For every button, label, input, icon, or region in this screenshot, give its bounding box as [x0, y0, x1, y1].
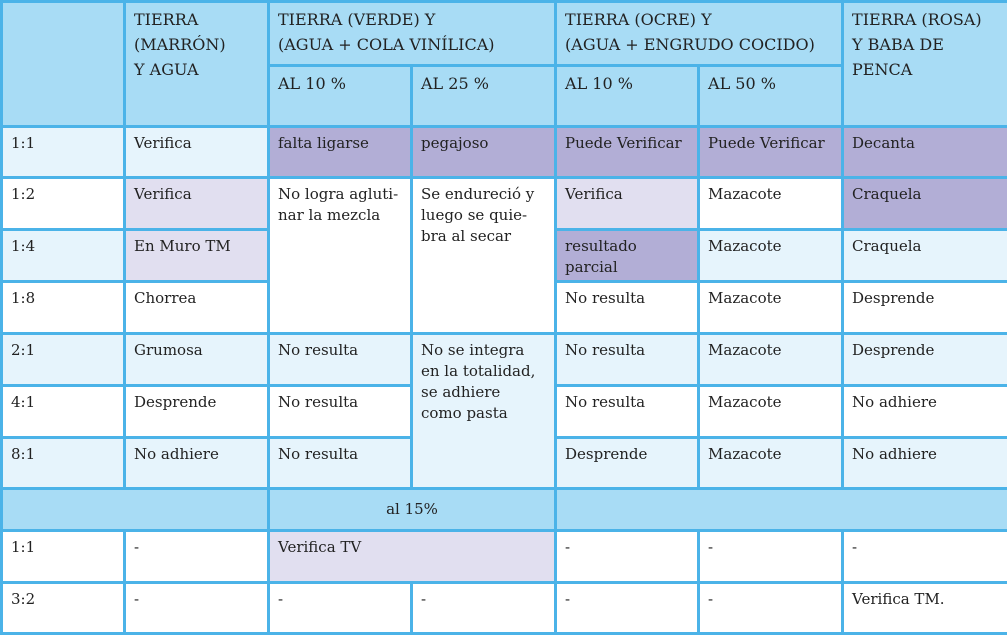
ocre50-cell: Mazacote: [699, 438, 843, 489]
ocre50-cell: Mazacote: [699, 230, 843, 282]
rosa-cell: -: [843, 531, 1007, 583]
table-row: [2, 178, 1007, 230]
ocre10-cell: No resulta: [556, 386, 699, 438]
header-marron: TIERRA (MARRÓN) Y AGUA: [125, 2, 269, 127]
ocre50-cell: -: [699, 583, 843, 634]
ocre10-cell: Verifica: [556, 178, 699, 230]
table-row: [2, 127, 1007, 178]
header-verde: TIERRA (VERDE) Y (AGUA + COLA VINÍLICA): [269, 2, 556, 66]
verde25-cell: -: [412, 583, 556, 634]
ocre50-cell: Puede Verificar: [699, 127, 843, 178]
rosa-cell: Desprende: [843, 334, 1007, 386]
section-label: al 15%: [269, 489, 556, 531]
verde25-cell: No se integra en la totalidad, se adhiere como pasta: [412, 334, 556, 489]
marron-cell: No adhiere: [125, 438, 269, 489]
ocre10-cell: No resulta: [556, 282, 699, 334]
ocre50-cell: Mazacote: [699, 282, 843, 334]
marron-cell: Chorrea: [125, 282, 269, 334]
rosa-cell: Desprende: [843, 282, 1007, 334]
verde10-cell: No resulta: [269, 386, 412, 438]
section-spacer-right: [556, 489, 1007, 531]
ocre10-cell: -: [556, 531, 699, 583]
marron-cell: En Muro TM: [125, 230, 269, 282]
rosa-cell: Craquela: [843, 178, 1007, 230]
ratio-cell: 2:1: [2, 334, 125, 386]
ratio-cell: 3:2: [2, 583, 125, 634]
marron-cell: -: [125, 583, 269, 634]
ocre50-cell: Mazacote: [699, 386, 843, 438]
ratio-cell: 1:8: [2, 282, 125, 334]
rosa-cell: Decanta: [843, 127, 1007, 178]
ratio-cell: 1:1: [2, 531, 125, 583]
marron-cell: Desprende: [125, 386, 269, 438]
section-spacer-left: [2, 489, 269, 531]
ocre10-cell: resultado parcial: [556, 230, 699, 282]
header-verde-10: AL 10 %: [269, 66, 412, 127]
ratio-cell: 1:4: [2, 230, 125, 282]
header-ocre: TIERRA (OCRE) Y (AGUA + ENGRUDO COCIDO): [556, 2, 843, 66]
marron-cell: Verifica: [125, 178, 269, 230]
rosa-cell: No adhiere: [843, 438, 1007, 489]
verde25-cell: pegajoso: [412, 127, 556, 178]
ocre50-cell: Mazacote: [699, 334, 843, 386]
verde-cell: Verifica TV: [269, 531, 556, 583]
header-rosa: TIERRA (ROSA) Y BABA DE PENCA: [843, 2, 1007, 127]
ocre50-cell: -: [699, 531, 843, 583]
verde10-cell: No logra agluti- nar la mezcla: [269, 178, 412, 334]
ocre10-cell: Puede Verificar: [556, 127, 699, 178]
table-row: [2, 583, 1007, 634]
ocre50-cell: Mazacote: [699, 178, 843, 230]
header-ocre-50: AL 50 %: [699, 66, 843, 127]
rosa-cell: No adhiere: [843, 386, 1007, 438]
ocre10-cell: Desprende: [556, 438, 699, 489]
section-row: [2, 489, 1007, 531]
verde10-cell: -: [269, 583, 412, 634]
ratio-cell: 1:1: [2, 127, 125, 178]
table-row: [2, 531, 1007, 583]
marron-cell: -: [125, 531, 269, 583]
marron-cell: Verifica: [125, 127, 269, 178]
header-ocre-10: AL 10 %: [556, 66, 699, 127]
rosa-cell: Craquela: [843, 230, 1007, 282]
ocre10-cell: No resulta: [556, 334, 699, 386]
marron-cell: Grumosa: [125, 334, 269, 386]
verde25-cell: Se endureció y luego se quie- bra al secar: [412, 178, 556, 334]
ratio-cell: 1:2: [2, 178, 125, 230]
header-verde-25: AL 25 %: [412, 66, 556, 127]
header-ratio-cell: [2, 2, 125, 127]
verde10-cell: No resulta: [269, 334, 412, 386]
ratio-cell: 8:1: [2, 438, 125, 489]
ratio-cell: 4:1: [2, 386, 125, 438]
table-row: [2, 334, 1007, 386]
verde10-cell: falta ligarse: [269, 127, 412, 178]
rosa-cell: Verifica TM.: [843, 583, 1007, 634]
verde10-cell: No resulta: [269, 438, 412, 489]
ocre10-cell: -: [556, 583, 699, 634]
